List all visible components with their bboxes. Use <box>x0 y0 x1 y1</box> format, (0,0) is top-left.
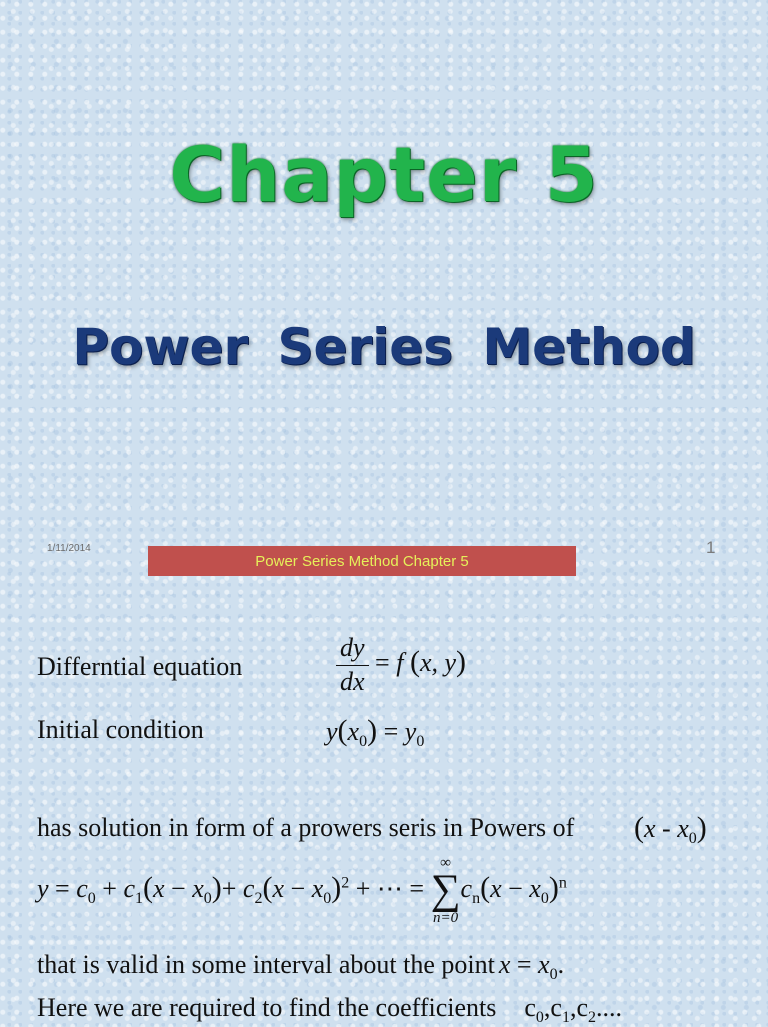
expression-x-minus-x0: $(x - x_0)$ <box>634 811 707 848</box>
text-coefficients: Here we are required to find the coefficients <box>37 993 497 1022</box>
slide-subtitle: Power Series Method <box>72 318 696 376</box>
coefficient-list: $c_0,c_1,c_2$.... <box>524 993 622 1027</box>
text-valid-interval: that is valid in some interval about the point <box>37 950 495 979</box>
equation-power-series: $y = c_0 + c_1(x - x_0)+ c_2(x - x_0)^2$ + ⋯ = ∞ ∑ n=0 $c_n(x - x_0)^n$ <box>37 855 567 926</box>
slide-date: 1/11/2014 <box>47 543 91 554</box>
equation-initial-condition: $y(x_0) = y_0$ <box>326 714 425 751</box>
footer-text: Power Series Method Chapter 5 <box>255 552 469 570</box>
footer-bar <box>148 546 576 576</box>
content-slide <box>0 588 768 1027</box>
text-coefficients-row <box>37 993 622 1027</box>
text-valid-interval-row <box>37 950 564 984</box>
expression-x-equals-x0: $x = x_0$. <box>498 950 565 984</box>
text-solution-form: has solution in form of a prowers seris in Powers of <box>37 813 575 842</box>
page-number: 1 <box>706 538 716 557</box>
label-initial-condition: Initial condition <box>37 715 204 744</box>
slide-title: Chapter 5 <box>169 130 599 219</box>
label-differential-equation: Differntial equation <box>37 652 243 681</box>
equation-differential: $\frac{dy}{dx}$ = f (x, y) <box>336 634 466 696</box>
